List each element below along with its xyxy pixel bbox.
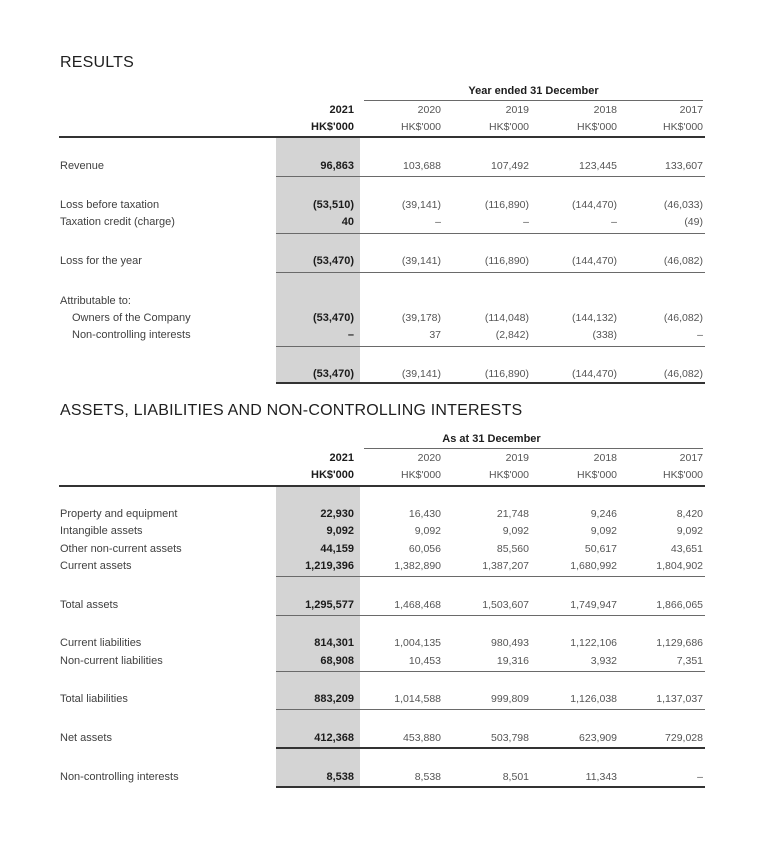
total-assets-2019: 1,503,607 xyxy=(482,599,529,611)
loss-before-tax-2017: (46,033) xyxy=(663,199,703,211)
intangible-2020: 9,092 xyxy=(414,525,441,537)
results-period-header: Year ended 31 December xyxy=(468,85,599,97)
results-total-2019: (116,890) xyxy=(484,368,529,380)
net-assets-2017: 729,028 xyxy=(665,732,703,744)
balance-year-header-2020: 2020 xyxy=(417,452,441,464)
noncurrent-liabilities-2019: 19,316 xyxy=(496,655,529,667)
row-label-nci-balance: Non-controlling interests xyxy=(60,771,179,783)
tax-credit-2020: – xyxy=(435,216,441,228)
total-liabilities-rule xyxy=(276,709,705,710)
row-label-noncurrent-liabilities: Non-current liabilities xyxy=(60,655,163,667)
row-label-tax-credit: Taxation credit (charge) xyxy=(60,216,175,228)
nci-balance-2019: 8,501 xyxy=(502,771,529,783)
period-header-rule xyxy=(364,100,703,101)
total-liabilities-2020: 1,014,588 xyxy=(394,693,441,705)
nci-balance-2021: 8,538 xyxy=(326,771,354,783)
attributable-rule xyxy=(276,346,705,347)
revenue-2021: 96,863 xyxy=(320,160,354,172)
total-liabilities-2019: 999,809 xyxy=(491,693,529,705)
tax-credit-2019: – xyxy=(523,216,529,228)
tax-rule xyxy=(276,233,705,234)
row-label-total-liabilities: Total liabilities xyxy=(60,693,128,705)
year-header-2017: 2017 xyxy=(679,104,703,116)
total-assets-2017: 1,866,065 xyxy=(656,599,703,611)
loss-before-tax-2019: (116,890) xyxy=(484,199,529,211)
current-assets-2019: 1,387,207 xyxy=(482,560,529,572)
balance-unit-header-2020: HK$'000 xyxy=(401,469,441,481)
loss-for-year-rule xyxy=(276,272,705,273)
results-total-2021: (53,470) xyxy=(313,368,354,380)
year-header-2018: 2018 xyxy=(593,104,617,116)
balance-year-header-2017: 2017 xyxy=(679,452,703,464)
owners-2017: (46,082) xyxy=(663,312,703,324)
nci-results-2021: – xyxy=(347,329,354,341)
loss-before-tax-2018: (144,470) xyxy=(572,199,617,211)
total-assets-2018: 1,749,947 xyxy=(570,599,617,611)
intangible-2017: 9,092 xyxy=(676,525,703,537)
revenue-2019: 107,492 xyxy=(491,160,529,172)
row-label-net-assets: Net assets xyxy=(60,732,112,744)
results-total-rule xyxy=(276,382,705,384)
noncurrent-liabilities-2018: 3,932 xyxy=(590,655,617,667)
row-label-current-liabilities: Current liabilities xyxy=(60,637,142,649)
row-label-loss-before-tax: Loss before taxation xyxy=(60,199,160,211)
row-label-attributable: Attributable to: xyxy=(60,295,131,307)
total-assets-2021: 1,295,577 xyxy=(305,599,354,611)
row-label-property: Property and equipment xyxy=(60,508,178,520)
row-label-other-noncurrent: Other non-current assets xyxy=(60,543,182,555)
intangible-2018: 9,092 xyxy=(590,525,617,537)
total-liabilities-2021: 883,209 xyxy=(314,693,354,705)
current-assets-2017: 1,804,902 xyxy=(656,560,703,572)
results-title: RESULTS xyxy=(60,54,135,71)
noncurrent-liabilities-2020: 10,453 xyxy=(408,655,441,667)
row-label-owners: Owners of the Company xyxy=(72,312,191,324)
balance-unit-header-2021: HK$'000 xyxy=(311,469,354,481)
nci-results-2019: (2,842) xyxy=(495,329,529,341)
other-noncurrent-2018: 50,617 xyxy=(584,543,617,555)
property-2019: 21,748 xyxy=(496,508,529,520)
results-header-rule xyxy=(59,136,705,138)
balance-year-header-2018: 2018 xyxy=(593,452,617,464)
nci-balance-2017: – xyxy=(697,771,703,783)
liabilities-rule xyxy=(276,671,705,672)
revenue-2020: 103,688 xyxy=(403,160,441,172)
property-2018: 9,246 xyxy=(590,508,617,520)
nci-results-2020: 37 xyxy=(429,329,441,341)
row-label-current-assets: Current assets xyxy=(60,560,132,572)
total-liabilities-2018: 1,126,038 xyxy=(570,693,617,705)
balance-header-rule xyxy=(59,485,705,487)
loss-before-tax-2021: (53,510) xyxy=(313,199,354,211)
owners-2020: (39,178) xyxy=(401,312,441,324)
nci-balance-rule xyxy=(276,786,705,788)
loss-before-tax-2020: (39,141) xyxy=(401,199,441,211)
balance-year-header-2019: 2019 xyxy=(505,452,529,464)
unit-header-2018: HK$'000 xyxy=(577,121,617,133)
row-label-loss-for-year: Loss for the year xyxy=(60,255,142,267)
balance-period-header: As at 31 December xyxy=(442,433,541,445)
property-2021: 22,930 xyxy=(320,508,354,520)
net-assets-2018: 623,909 xyxy=(579,732,617,744)
balance-unit-header-2017: HK$'000 xyxy=(663,469,703,481)
net-assets-rule xyxy=(276,747,705,749)
tax-credit-2018: – xyxy=(611,216,617,228)
row-label-revenue: Revenue xyxy=(60,160,105,172)
row-label-total-assets: Total assets xyxy=(60,599,119,611)
intangible-2021: 9,092 xyxy=(326,525,354,537)
loss-for-year-2019: (116,890) xyxy=(484,255,529,267)
current-assets-2018: 1,680,992 xyxy=(570,560,617,572)
net-assets-2020: 453,880 xyxy=(403,732,441,744)
unit-header-2019: HK$'000 xyxy=(489,121,529,133)
current-liabilities-2017: 1,129,686 xyxy=(656,637,703,649)
unit-header-2020: HK$'000 xyxy=(401,121,441,133)
net-assets-2021: 412,368 xyxy=(314,732,354,744)
current-liabilities-2019: 980,493 xyxy=(491,637,529,649)
other-noncurrent-2017: 43,651 xyxy=(670,543,703,555)
balance-unit-header-2019: HK$'000 xyxy=(489,469,529,481)
other-noncurrent-2019: 85,560 xyxy=(496,543,529,555)
property-2020: 16,430 xyxy=(408,508,441,520)
other-noncurrent-2021: 44,159 xyxy=(320,543,354,555)
revenue-2018: 123,445 xyxy=(579,160,617,172)
balance-period-header-rule xyxy=(364,448,703,449)
assets-rule xyxy=(276,576,705,577)
year-header-2019: 2019 xyxy=(505,104,529,116)
revenue-2017: 133,607 xyxy=(665,160,703,172)
year-header-2020: 2020 xyxy=(417,104,441,116)
nci-balance-2018: 11,343 xyxy=(585,771,617,783)
current-assets-2021: 1,219,396 xyxy=(305,560,354,572)
total-assets-rule xyxy=(276,615,705,616)
tax-credit-2021: 40 xyxy=(341,216,354,228)
total-assets-2020: 1,468,468 xyxy=(394,599,441,611)
loss-for-year-2021: (53,470) xyxy=(313,255,354,267)
current-liabilities-2020: 1,004,135 xyxy=(394,637,441,649)
balance-unit-header-2018: HK$'000 xyxy=(577,469,617,481)
owners-2018: (144,132) xyxy=(572,312,617,324)
year-header-2021: 2021 xyxy=(329,104,354,116)
noncurrent-liabilities-2017: 7,351 xyxy=(676,655,703,667)
total-liabilities-2017: 1,137,037 xyxy=(656,693,703,705)
row-label-nci-results: Non-controlling interests xyxy=(72,329,191,341)
row-label-intangible: Intangible assets xyxy=(60,525,143,537)
current-liabilities-2021: 814,301 xyxy=(314,637,354,649)
results-total-2017: (46,082) xyxy=(663,368,703,380)
unit-header-2021: HK$'000 xyxy=(311,121,354,133)
current-liabilities-2018: 1,122,106 xyxy=(570,637,617,649)
nci-results-2018: (338) xyxy=(592,329,617,341)
nci-balance-2020: 8,538 xyxy=(414,771,441,783)
other-noncurrent-2020: 60,056 xyxy=(408,543,441,555)
net-assets-2019: 503,798 xyxy=(491,732,529,744)
tax-credit-2017: (49) xyxy=(684,216,703,228)
unit-header-2017: HK$'000 xyxy=(663,121,703,133)
current-assets-2020: 1,382,890 xyxy=(394,560,441,572)
loss-for-year-2020: (39,141) xyxy=(401,255,441,267)
results-total-2020: (39,141) xyxy=(401,368,441,380)
owners-2021: (53,470) xyxy=(313,312,354,324)
loss-for-year-2018: (144,470) xyxy=(572,255,617,267)
intangible-2019: 9,092 xyxy=(502,525,529,537)
loss-for-year-2017: (46,082) xyxy=(663,255,703,267)
balance-year-header-2021: 2021 xyxy=(329,452,354,464)
nci-results-2017: – xyxy=(697,329,703,341)
noncurrent-liabilities-2021: 68,908 xyxy=(320,655,354,667)
revenue-rule xyxy=(276,176,705,177)
balance-title: ASSETS, LIABILITIES AND NON-CONTROLLING INTERESTS xyxy=(60,402,523,419)
owners-2019: (114,048) xyxy=(484,312,529,324)
property-2017: 8,420 xyxy=(676,508,703,520)
results-total-2018: (144,470) xyxy=(572,368,617,380)
